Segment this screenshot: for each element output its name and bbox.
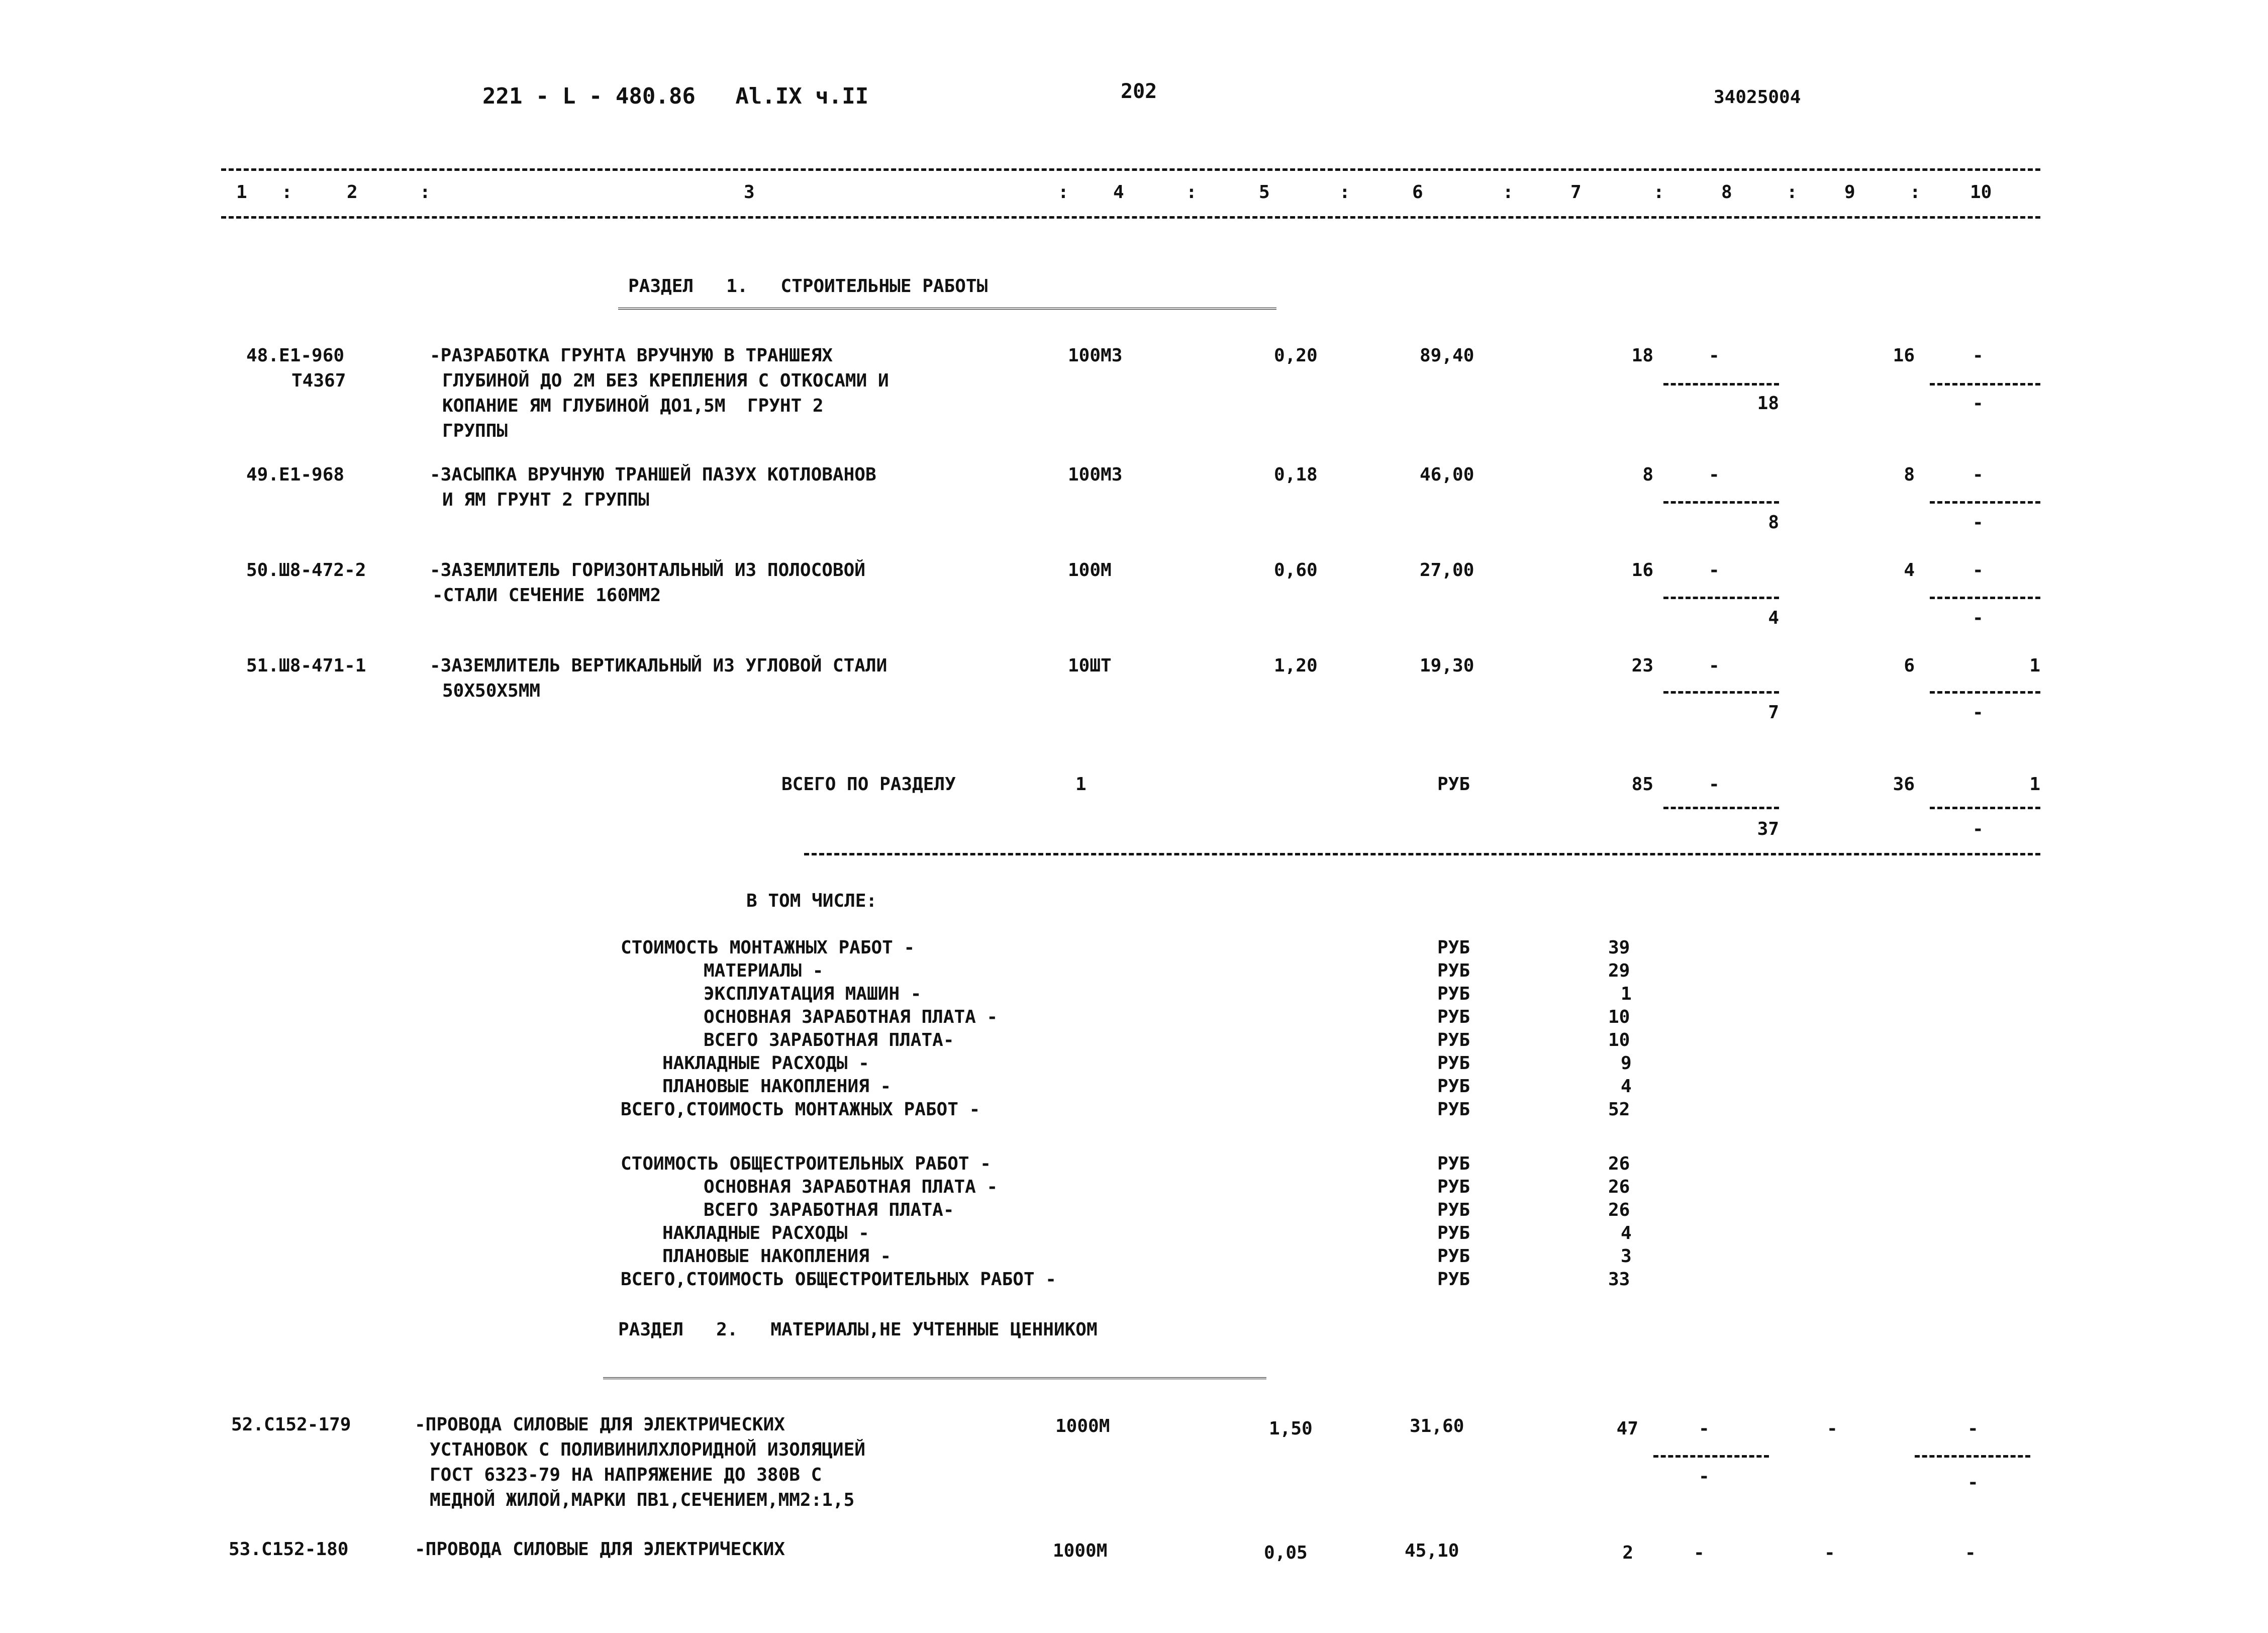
row-col8-bottom: 18	[1757, 393, 1779, 414]
row-col8-fraction-line	[1663, 597, 1779, 599]
row-col9: -	[1827, 1418, 1838, 1439]
row-col10-top: -	[1965, 1543, 1976, 1563]
row-col10-top: -	[1973, 464, 1984, 485]
breakdown-unit: РУБ	[1437, 1200, 1470, 1220]
total-label: ВСЕГО ПО РАЗДЕЛУ	[781, 774, 956, 795]
row-unit: 1000М	[1053, 1541, 1108, 1561]
row-description-line: -СТАЛИ СЕЧЕНИЕ 160ММ2	[432, 585, 661, 606]
row-code: 51.Ш8-471-1	[246, 655, 366, 676]
breakdown-label: ПЛАНОВЫЕ НАКОПЛЕНИЯ -	[662, 1076, 892, 1097]
col-number: 8	[1721, 182, 1732, 203]
row-code: 53.С152-180	[229, 1539, 349, 1560]
breakdown-label: ВСЕГО ЗАРАБОТНАЯ ПЛАТА-	[704, 1030, 954, 1050]
breakdown-value: 26	[1608, 1200, 1630, 1220]
row-quantity: 0,20	[1274, 345, 1318, 366]
row-unit: 100М3	[1068, 345, 1123, 366]
total-col10-fraction-line	[1930, 807, 2040, 809]
row-col8-bottom: 4	[1768, 608, 1779, 628]
row-col10-bottom: -	[1973, 608, 1984, 628]
row-col10-top: -	[1967, 1418, 1979, 1439]
document-code: 221 - L - 480.86 Al.IX ч.II	[482, 83, 869, 109]
row-col10-fraction-line	[1930, 383, 2040, 386]
document-number: 34025004	[1714, 87, 1801, 108]
row-description-line: И ЯМ ГРУНТ 2 ГРУППЫ	[442, 490, 649, 510]
breakdown-label: ЭКСПЛУАТАЦИЯ МАШИН -	[704, 984, 922, 1004]
breakdown-label: НАКЛАДНЫЕ РАСХОДЫ -	[662, 1223, 869, 1243]
row-col8-fraction-line	[1663, 501, 1779, 504]
col-separator: :	[1339, 182, 1350, 203]
breakdown-label: ВСЕГО,СТОИМОСТЬ МОНТАЖНЫХ РАБОТ -	[621, 1099, 980, 1120]
row-col8-top: -	[1709, 345, 1720, 366]
page-number: 202	[1121, 80, 1157, 103]
row-description-line: -ПРОВОДА СИЛОВЫЕ ДЛЯ ЭЛЕКТРИЧЕСКИХ	[415, 1414, 785, 1435]
row-unit: 10ШТ	[1068, 655, 1112, 676]
row-col8-top: -	[1709, 560, 1720, 581]
col-separator: :	[1653, 182, 1664, 203]
section2-title-underline	[603, 1377, 1266, 1379]
row-unit-price: 46,00	[1420, 464, 1474, 485]
row-quantity: 0,18	[1274, 464, 1318, 485]
col-number: 7	[1570, 182, 1582, 203]
row-col7: 2	[1622, 1543, 1633, 1563]
breakdown-label: МАТЕРИАЛЫ -	[704, 960, 824, 981]
total-rule	[804, 853, 2040, 855]
row-col9: -	[1824, 1543, 1835, 1563]
breakdown-value: 10	[1608, 1030, 1630, 1050]
row-unit: 1000М	[1055, 1416, 1110, 1436]
section2-title: РАЗДЕЛ 2. МАТЕРИАЛЫ,НЕ УЧТЕННЫЕ ЦЕННИКОМ	[618, 1319, 1098, 1340]
row-col8-top: -	[1694, 1543, 1705, 1563]
breakdown-unit: РУБ	[1437, 937, 1470, 958]
row-col10-fraction-line	[1930, 501, 2040, 504]
row-unit-price: 31,60	[1410, 1416, 1464, 1436]
total-col10-bottom: -	[1973, 819, 1984, 839]
col-separator: :	[1186, 182, 1197, 203]
breakdown-label: СТОИМОСТЬ МОНТАЖНЫХ РАБОТ -	[621, 937, 915, 958]
row-code: 52.С152-179	[231, 1414, 351, 1435]
breakdown-value: 33	[1608, 1269, 1630, 1290]
row-col8-fraction-line	[1663, 691, 1779, 694]
row-col7: 8	[1642, 464, 1653, 485]
breakdown-value: 39	[1608, 937, 1630, 958]
col-number: 4	[1113, 182, 1124, 203]
row-col8-fraction-line	[1653, 1455, 1769, 1458]
row-col7: 47	[1616, 1418, 1638, 1439]
row-col7: 23	[1631, 655, 1653, 676]
row-col8-fraction-line	[1663, 383, 1779, 386]
row-col10-fraction-line	[1930, 691, 2040, 694]
col-number: 10	[1970, 182, 1992, 203]
row-unit-price: 89,40	[1420, 345, 1474, 366]
breakdown-value: 29	[1608, 960, 1630, 981]
row-col7: 16	[1631, 560, 1653, 581]
row-col8-top: -	[1709, 655, 1720, 676]
row-unit: 100М3	[1068, 464, 1123, 485]
row-col10-top: 1	[2029, 655, 2040, 676]
breakdown-value: 1	[1621, 984, 1632, 1004]
row-col10-bottom: -	[1973, 702, 1984, 723]
row-col10-bottom: -	[1973, 393, 1984, 414]
col-separator: :	[281, 182, 292, 203]
row-unit: 100М	[1068, 560, 1112, 581]
breakdown-label: СТОИМОСТЬ ОБЩЕСТРОИТЕЛЬНЫХ РАБОТ -	[621, 1154, 991, 1174]
row-quantity: 0,60	[1274, 560, 1318, 581]
breakdown-unit: РУБ	[1437, 1177, 1470, 1197]
breakdown-value: 26	[1608, 1154, 1630, 1174]
row-code: 50.Ш8-472-2	[246, 560, 366, 581]
breakdown-unit: РУБ	[1437, 1053, 1470, 1074]
total-col8-fraction-line	[1663, 807, 1779, 809]
row-col7: 18	[1631, 345, 1653, 366]
breakdown-label: ВСЕГО ЗАРАБОТНАЯ ПЛАТА-	[704, 1200, 954, 1220]
row-description-line: ГЛУБИНОЙ ДО 2М БЕЗ КРЕПЛЕНИЯ С ОТКОСАМИ И	[442, 370, 889, 391]
row-unit-price: 27,00	[1420, 560, 1474, 581]
row-col10-bottom: -	[1973, 512, 1984, 533]
section1-title: РАЗДЕЛ 1. СТРОИТЕЛЬНЫЕ РАБОТЫ	[628, 276, 988, 297]
breakdown-label: НАКЛАДНЫЕ РАСХОДЫ -	[662, 1053, 869, 1074]
total-col8-top: -	[1709, 774, 1720, 795]
row-col8-bottom: -	[1699, 1466, 1710, 1487]
breakdown-value: 26	[1608, 1177, 1630, 1197]
row-col9: 16	[1893, 345, 1915, 366]
breakdown-value: 10	[1608, 1007, 1630, 1027]
breakdown-value: 4	[1621, 1076, 1632, 1097]
col-number: 5	[1259, 182, 1270, 203]
including-title: В ТОМ ЧИСЛЕ:	[746, 891, 877, 911]
row-col8-bottom: 8	[1768, 512, 1779, 533]
total-unit: РУБ	[1437, 774, 1470, 795]
total-col8-bottom: 37	[1757, 819, 1779, 839]
row-description-line: МЕДНОЙ ЖИЛОЙ,МАРКИ ПВ1,СЕЧЕНИЕМ,ММ2:1,5	[430, 1490, 855, 1510]
col-separator: :	[420, 182, 431, 203]
row-description-line: -ЗАЗЕМЛИТЕЛЬ ВЕРТИКАЛЬНЫЙ ИЗ УГЛОВОЙ СТАЛИ	[430, 655, 888, 676]
total-section-number: 1	[1075, 774, 1087, 795]
breakdown-unit: РУБ	[1437, 1076, 1470, 1097]
breakdown-unit: РУБ	[1437, 1269, 1470, 1290]
row-unit-price: 19,30	[1420, 655, 1474, 676]
row-col10-bottom: -	[1967, 1472, 1979, 1493]
row-description-line: 50Х50Х5ММ	[442, 681, 541, 701]
breakdown-value: 4	[1621, 1223, 1632, 1243]
col-separator: :	[1503, 182, 1514, 203]
breakdown-value: 9	[1621, 1053, 1632, 1074]
breakdown-label: ОСНОВНАЯ ЗАРАБОТНАЯ ПЛАТА -	[704, 1007, 998, 1027]
breakdown-label: ПЛАНОВЫЕ НАКОПЛЕНИЯ -	[662, 1246, 892, 1267]
col-number: 1	[236, 182, 247, 203]
breakdown-unit: РУБ	[1437, 1154, 1470, 1174]
row-col9: 4	[1904, 560, 1915, 581]
row-col8-bottom: 7	[1768, 702, 1779, 723]
row-description-line: -ПРОВОДА СИЛОВЫЕ ДЛЯ ЭЛЕКТРИЧЕСКИХ	[415, 1539, 785, 1560]
row-description-line: КОПАНИЕ ЯМ ГЛУБИНОЙ ДО1,5М ГРУНТ 2	[442, 396, 824, 416]
row-description-line: -ЗАЗЕМЛИТЕЛЬ ГОРИЗОНТАЛЬНЫЙ ИЗ ПОЛОСОВОЙ	[430, 560, 865, 581]
col-separator: :	[1910, 182, 1921, 203]
row-description-line: ГРУППЫ	[442, 421, 508, 441]
total-col7: 85	[1631, 774, 1653, 795]
row-col10-fraction-line	[1915, 1455, 2030, 1458]
row-col8-top: -	[1699, 1418, 1710, 1439]
row-col8-top: -	[1709, 464, 1720, 485]
row-code: 49.Е1-968	[246, 464, 345, 485]
breakdown-unit: РУБ	[1437, 1030, 1470, 1050]
row-col9: 6	[1904, 655, 1915, 676]
row-unit-price: 45,10	[1405, 1541, 1459, 1561]
row-code-secondary: Т4367	[291, 370, 346, 391]
row-col10-top: -	[1973, 345, 1984, 366]
row-col10-fraction-line	[1930, 597, 2040, 599]
row-col10-top: -	[1973, 560, 1984, 581]
breakdown-unit: РУБ	[1437, 984, 1470, 1004]
col-number: 3	[744, 182, 755, 203]
row-description-line: УСТАНОВОК С ПОЛИВИНИЛХЛОРИДНОЙ ИЗОЛЯЦИЕЙ	[430, 1439, 865, 1460]
row-description-line: ГОСТ 6323-79 НА НАПРЯЖЕНИЕ ДО 380В С	[430, 1465, 822, 1485]
section1-title-underline	[618, 308, 1276, 310]
row-description-line: -РАЗРАБОТКА ГРУНТА ВРУЧНУЮ В ТРАНШЕЯХ	[430, 345, 833, 366]
breakdown-unit: РУБ	[1437, 1246, 1470, 1267]
row-code: 48.Е1-960	[246, 345, 345, 366]
col-number: 9	[1844, 182, 1855, 203]
breakdown-label: ОСНОВНАЯ ЗАРАБОТНАЯ ПЛАТА -	[704, 1177, 998, 1197]
breakdown-unit: РУБ	[1437, 1007, 1470, 1027]
breakdown-unit: РУБ	[1437, 1099, 1470, 1120]
row-quantity: 0,05	[1264, 1543, 1308, 1563]
breakdown-label: ВСЕГО,СТОИМОСТЬ ОБЩЕСТРОИТЕЛЬНЫХ РАБОТ -	[621, 1269, 1056, 1290]
breakdown-unit: РУБ	[1437, 1223, 1470, 1243]
row-description-line: -ЗАСЫПКА ВРУЧНУЮ ТРАНШЕЙ ПАЗУХ КОТЛОВАНОВ	[430, 464, 876, 485]
col-number: 6	[1412, 182, 1423, 203]
breakdown-unit: РУБ	[1437, 960, 1470, 981]
col-separator: :	[1787, 182, 1798, 203]
col-separator: :	[1058, 182, 1069, 203]
header-bottom-rule	[221, 216, 2040, 219]
total-col9: 36	[1893, 774, 1915, 795]
col-number: 2	[347, 182, 358, 203]
breakdown-value: 52	[1608, 1099, 1630, 1120]
breakdown-value: 3	[1621, 1246, 1632, 1267]
row-quantity: 1,50	[1269, 1418, 1313, 1439]
total-col10-top: 1	[2029, 774, 2040, 795]
header-top-rule	[221, 168, 2040, 171]
row-col9: 8	[1904, 464, 1915, 485]
row-quantity: 1,20	[1274, 655, 1318, 676]
